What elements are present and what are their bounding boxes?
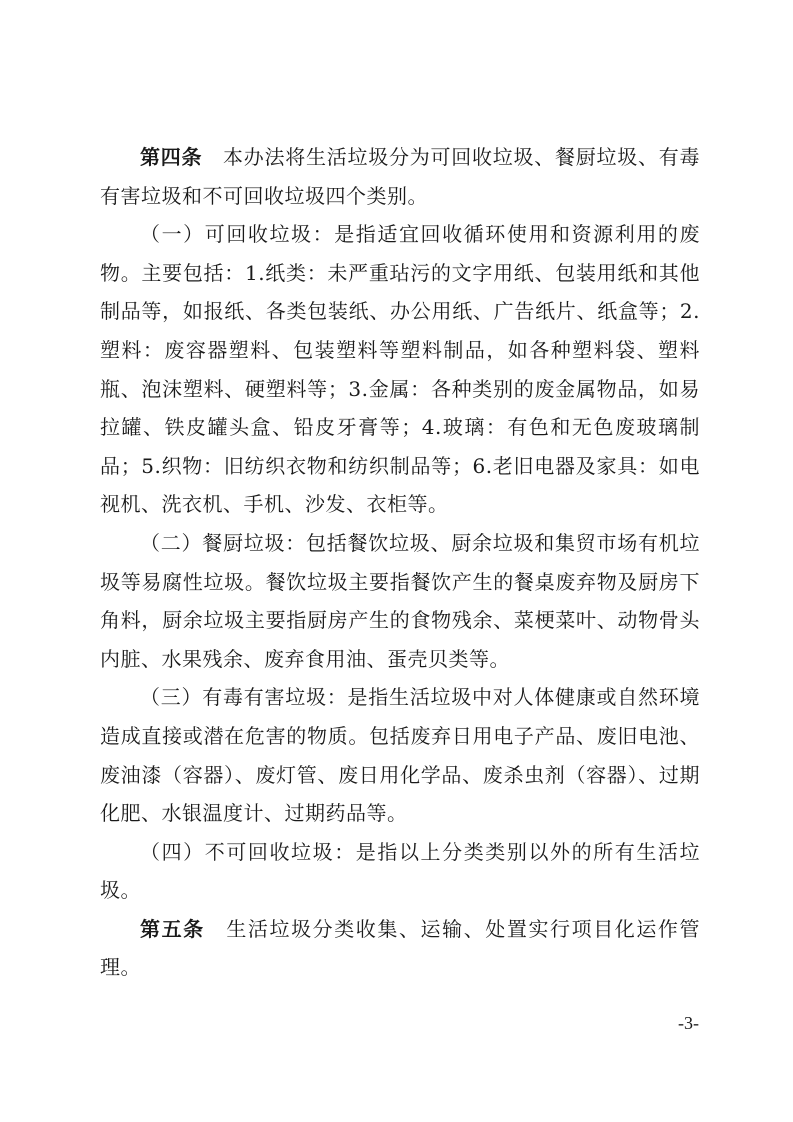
article-4-paragraph [100,138,700,215]
article-5-text: 生活垃圾分类收集、运输、处置实行项目化运作管理。 [100,916,701,980]
article-4-title: 第四条 [140,145,203,169]
recyclable-waste-paragraph: （一）可回收垃圾：是指适宜回收循环使用和资源利用的废物。主要包括：1.纸类：未严重玷污的文字用纸、包装用纸和其他制品等，如报纸、各类包装纸、办公用纸、广告纸片、纸盒等；2.塑料：废容器塑料、包装塑料等塑料制品，如各种塑料袋、塑料瓶、泡沫塑料、硬塑料等；3.金属：各种类别的废金属物品，如易拉罐、铁皮罐头盒、铅皮牙膏等；4.玻璃：有色和无色废玻璃制品；5.织物：旧纺织衣物和纺织制品等；6.老旧电器及家具：如电视机、洗衣机、手机、沙发、衣柜等。 [100,222,700,517]
document-body [100,138,700,987]
non-recyclable-waste-paragraph: （四）不可回收垃圾：是指以上分类类别以外的所有生活垃圾。 [100,839,700,903]
article-5-paragraph [100,910,700,987]
article-4-text: 本办法将生活垃圾分为可回收垃圾、餐厨垃圾、有毒有害垃圾和不可回收垃圾四个类别。 [100,145,700,208]
article-5-title: 第五条 [140,916,205,941]
page-number: -3- [678,1013,699,1033]
kitchen-waste-paragraph: （二）餐厨垃圾：包括餐饮垃圾、厨余垃圾和集贸市场有机垃圾等易腐性垃圾。餐饮垃圾主要指餐饮产生的餐桌废弃物及厨房下角料，厨余垃圾主要指厨房产生的食物残余、菜梗菜叶、动物骨头内脏、水果残余、废弃食用油、蛋壳贝类等。 [100,530,700,671]
hazardous-waste-paragraph: （三）有毒有害垃圾：是指生活垃圾中对人体健康或自然环境造成直接或潜在危害的物质。包括废弃日用电子产品、废旧电池、废油漆（容器）、废灯管、废日用化学品、废杀虫剂（容器）、过期化肥、水银温度计、过期药品等。 [100,685,700,826]
